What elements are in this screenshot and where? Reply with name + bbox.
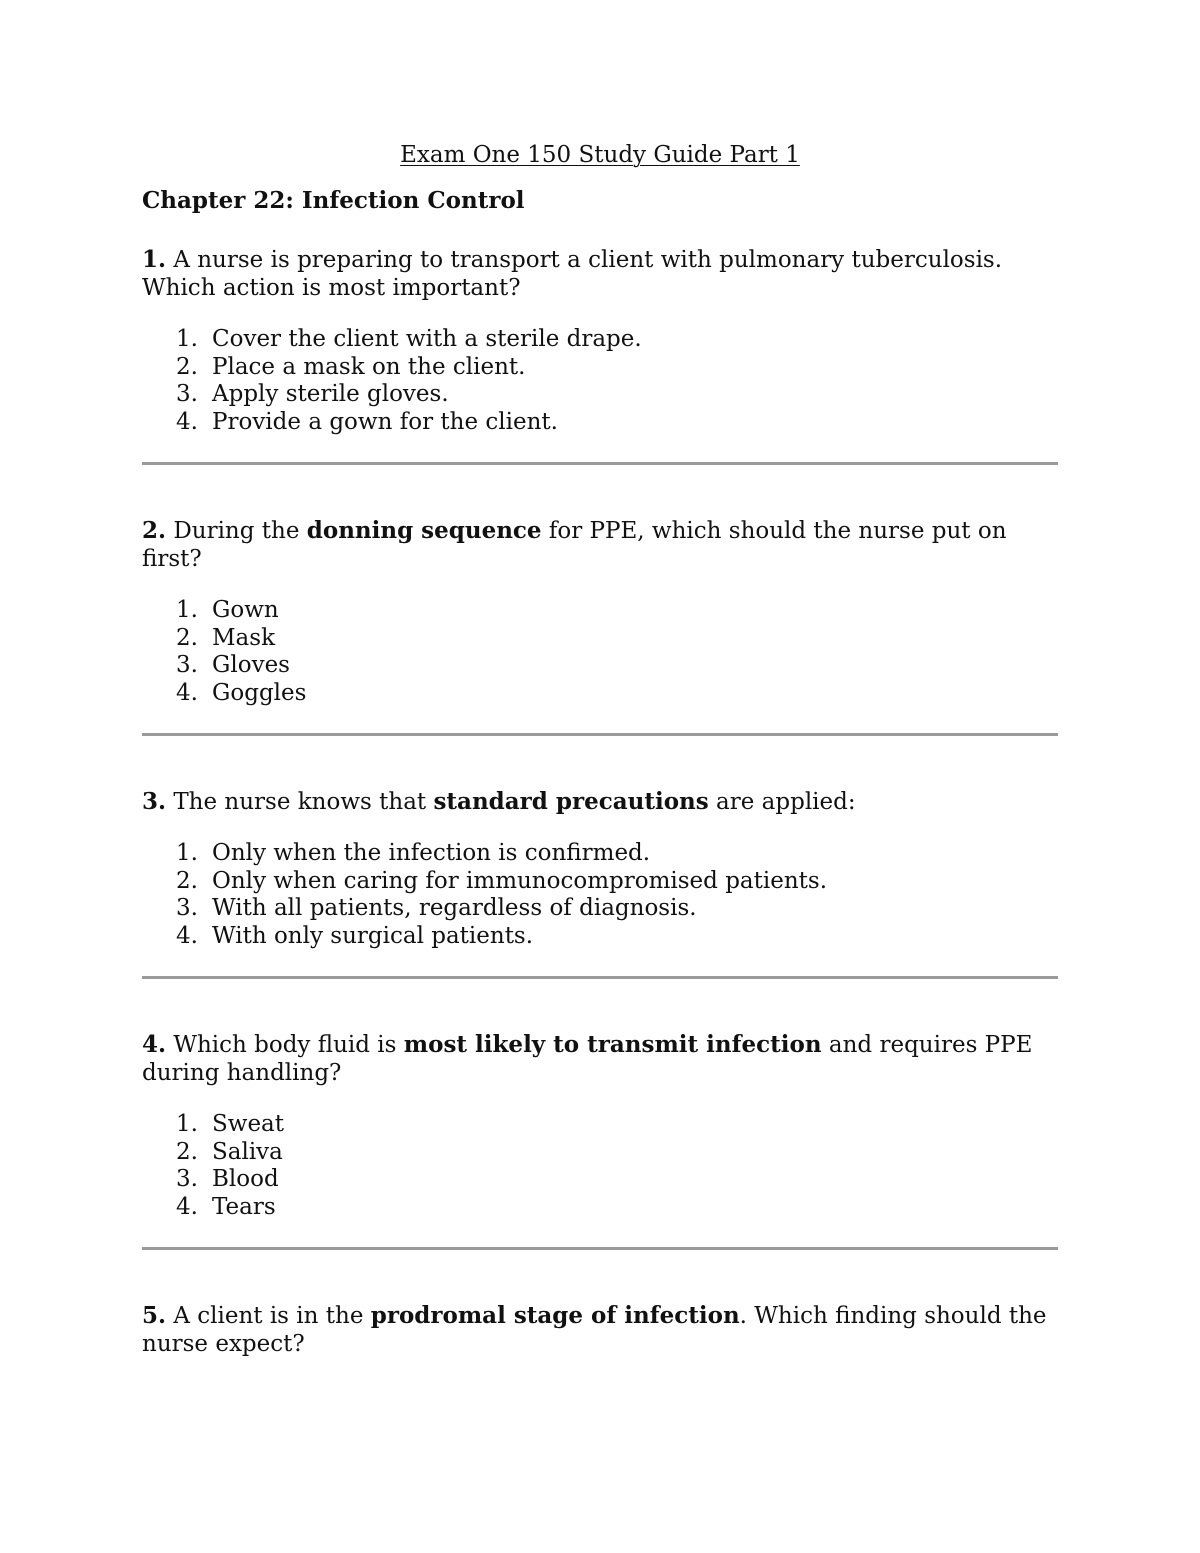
chapter-heading: Chapter 22: Infection Control: [142, 187, 525, 214]
question-2: [142, 517, 1058, 707]
option-number: 3.: [176, 895, 198, 921]
option-number: 1.: [176, 1111, 198, 1137]
answer-option: [176, 895, 1058, 923]
question-number: 5.: [142, 1302, 167, 1329]
option-text: Apply sterile gloves.: [212, 381, 449, 407]
question-text-segment: Which body fluid is: [166, 1032, 404, 1058]
question-key-term: prodromal stage of infection: [370, 1302, 740, 1329]
answer-options: [142, 1111, 1058, 1221]
option-text: Gown: [212, 597, 279, 623]
question-5: [142, 1302, 1058, 1358]
answer-option: [176, 1194, 1058, 1222]
option-number: 3.: [176, 652, 198, 678]
question-key-term: most likely to transmit infection: [403, 1031, 822, 1058]
option-text: Saliva: [212, 1138, 283, 1165]
answer-option: [176, 381, 1058, 409]
option-text: Gloves: [212, 652, 290, 678]
answer-option: [176, 1139, 1058, 1167]
answer-option: [176, 326, 1058, 354]
option-number: 4.: [176, 679, 198, 706]
option-number: 2.: [176, 624, 198, 651]
option-number: 3.: [176, 1166, 198, 1192]
question-number: 2.: [142, 517, 167, 544]
question-1: [142, 246, 1058, 436]
question-text-segment: The nurse knows that: [166, 789, 434, 815]
option-number: 1.: [176, 597, 198, 623]
option-text: Goggles: [212, 679, 307, 706]
question-text: [142, 1031, 1058, 1087]
answer-option: [176, 597, 1058, 625]
answer-option: [176, 354, 1058, 382]
question-number: 3.: [142, 788, 167, 815]
answer-option: [176, 625, 1058, 653]
question-text: [142, 246, 1058, 302]
question-text-segment: are applied:: [708, 789, 856, 815]
section-divider: [142, 462, 1058, 465]
page-content: [142, 140, 1058, 1358]
question-text-segment: During the: [166, 518, 307, 544]
answer-option: [176, 652, 1058, 680]
answer-option: [176, 409, 1058, 437]
option-number: 2.: [176, 867, 198, 894]
document-title: Exam One 150 Study Guide Part 1: [400, 142, 800, 168]
option-number: 4.: [176, 1193, 198, 1220]
answer-option: [176, 868, 1058, 896]
option-number: 3.: [176, 381, 198, 407]
answer-options: [142, 597, 1058, 707]
question-list: [142, 246, 1058, 1358]
question-text-segment: A nurse is preparing to transport a client with pulmonary tuberculosis. Which action is most important?: [142, 247, 1003, 301]
question-4: [142, 1031, 1058, 1221]
option-number: 4.: [176, 408, 198, 435]
option-text: Only when the infection is confirmed.: [212, 840, 651, 866]
question-key-term: donning sequence: [306, 517, 542, 544]
option-text: Mask: [212, 624, 276, 651]
question-text: [142, 517, 1058, 573]
answer-options: [142, 840, 1058, 950]
question-text-segment: for PPE, which should the nurse put on first?: [142, 518, 1007, 572]
option-number: 4.: [176, 922, 198, 949]
question-number: 1.: [142, 246, 167, 273]
option-number: 1.: [176, 840, 198, 866]
question-text-segment: and requires PPE during handling?: [142, 1032, 1033, 1086]
answer-option: [176, 1166, 1058, 1194]
answer-option: [176, 1111, 1058, 1139]
option-text: Cover the client with a sterile drape.: [212, 326, 642, 352]
section-divider: [142, 976, 1058, 979]
option-text: Sweat: [212, 1111, 285, 1137]
option-text: Place a mask on the client.: [212, 353, 526, 380]
answer-option: [176, 840, 1058, 868]
option-text: Only when caring for immunocompromised patients.: [212, 867, 828, 894]
option-text: With only surgical patients.: [212, 922, 534, 949]
question-3: [142, 788, 1058, 950]
section-divider: [142, 1247, 1058, 1250]
question-text-segment: A client is in the: [166, 1303, 371, 1329]
option-text: With all patients, regardless of diagnosis.: [212, 895, 697, 921]
answer-option: [176, 923, 1058, 951]
question-text: [142, 1302, 1058, 1358]
option-number: 2.: [176, 353, 198, 380]
option-text: Provide a gown for the client.: [212, 408, 558, 435]
option-number: 1.: [176, 326, 198, 352]
option-text: Tears: [212, 1193, 276, 1220]
option-number: 2.: [176, 1138, 198, 1165]
section-divider: [142, 733, 1058, 736]
question-text-segment: . Which finding should the nurse expect?: [142, 1303, 1047, 1357]
question-key-term: standard precautions: [433, 788, 709, 815]
question-number: 4.: [142, 1031, 167, 1058]
question-text: [142, 788, 1058, 816]
answer-options: [142, 326, 1058, 436]
option-text: Blood: [212, 1166, 279, 1192]
answer-option: [176, 680, 1058, 708]
